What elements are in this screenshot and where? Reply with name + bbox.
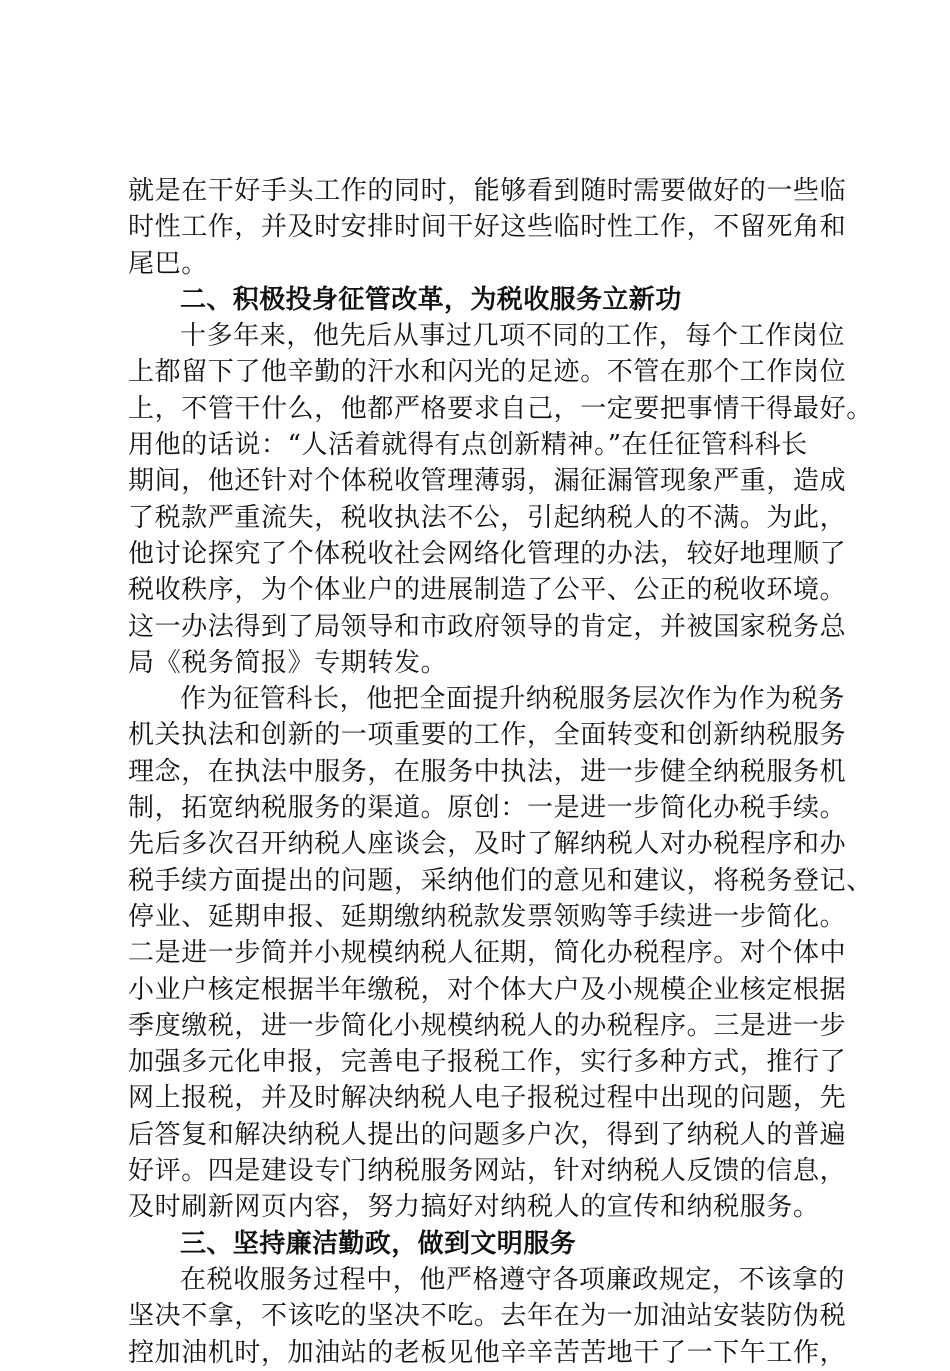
body-line: 先后多次召开纳税人座谈会，及时了解纳税人对办税程序和办: [128, 829, 847, 860]
body-line: 上都留下了他辛勤的汗水和闪光的足迹。不管在那个工作岗位: [128, 357, 847, 388]
body-line: 季度缴税，进一步简化小规模纳税人的办税程序。三是进一步: [128, 1010, 847, 1041]
body-line: 用他的话说：“人活着就得有点创新精神。”在任征管科科长: [128, 430, 808, 461]
body-line: 网上报税，并及时解决纳税人电子报税过程中出现的问题，先: [128, 1083, 847, 1114]
body-line: 了税款严重流失，税收执法不公，引起纳税人的不满。为此，: [128, 502, 847, 533]
body-line: 就是在干好手头工作的同时，能够看到随时需要做好的一些临: [128, 176, 847, 206]
paragraph-first-line: 作为征管科长，他把全面提升纳税服务层次作为作为税务: [180, 684, 846, 715]
body-line: 税手续方面提出的问题，采纳他们的意见和建议，将税务登记、: [128, 865, 873, 896]
body-line: 上，不管干什么，他都严格要求自己，一定要把事情干得最好。: [128, 393, 873, 424]
body-line: 期间，他还针对个体税收管理薄弱，漏征漏管现象严重，造成: [128, 466, 847, 497]
body-line: 二是进一步简并小规模纳税人征期，简化办税程序。对个体中: [128, 938, 847, 969]
body-line: 加强多元化申报，完善电子报税工作，实行多种方式，推行了: [128, 1047, 847, 1078]
body-line: 时性工作，并及时安排时间干好这些临时性工作，不留死角和: [128, 212, 847, 243]
body-line: 税收秩序，为个体业户的进展制造了公平、公正的税收环境。: [128, 575, 847, 606]
body-line: 这一办法得到了局领导和市政府领导的肯定，并被国家税务总: [128, 611, 847, 642]
body-line: 后答复和解决纳税人提出的问题多户次，得到了纳税人的普遍: [128, 1119, 847, 1150]
body-line: 他讨论探究了个体税收社会网络化管理的办法，较好地理顺了: [128, 538, 847, 569]
body-line: 小业户核定根据半年缴税，对个体大户及小规模企业核定根据: [128, 974, 847, 1005]
paragraph-first-line: 在税收服务过程中，他严格遵守各项廉政规定，不该拿的: [180, 1264, 846, 1295]
body-line: 机关执法和创新的一项重要的工作，全面转变和创新纳税服务: [128, 720, 847, 751]
body-line: 好评。四是建设专门纳税服务网站，针对纳税人反馈的信息，: [128, 1156, 847, 1187]
body-line: 尾巴。: [128, 248, 208, 279]
body-line: 制，拓宽纳税服务的渠道。原创：一是进一步简化办税手续。: [128, 793, 847, 824]
section-heading: 二、积极投身征管改革，为税收服务立新功: [180, 284, 682, 315]
body-line: 理念，在执法中服务，在服务中执法，进一步健全纳税服务机: [128, 756, 847, 787]
section-heading: 三、坚持廉洁勤政，做到文明服务: [180, 1228, 577, 1259]
document-body: [128, 173, 873, 1371]
body-line: 及时刷新网页内容，努力搞好对纳税人的宣传和纳税服务。: [128, 1192, 820, 1223]
body-line: 停业、延期申报、延期缴纳税款发票领购等手续进一步简化。: [128, 901, 847, 932]
body-line: 坚决不拿，不该吃的坚决不吃。去年在为一加油站安装防伪税: [128, 1301, 847, 1332]
paragraph-first-line: 十多年来，他先后从事过几项不同的工作，每个工作岗位: [180, 321, 846, 352]
body-line: 局《税务简报》专期转发。: [128, 647, 448, 678]
body-line: 控加油机时，加油站的老板见他辛辛苦苦地干了一下午工作，: [128, 1337, 847, 1368]
